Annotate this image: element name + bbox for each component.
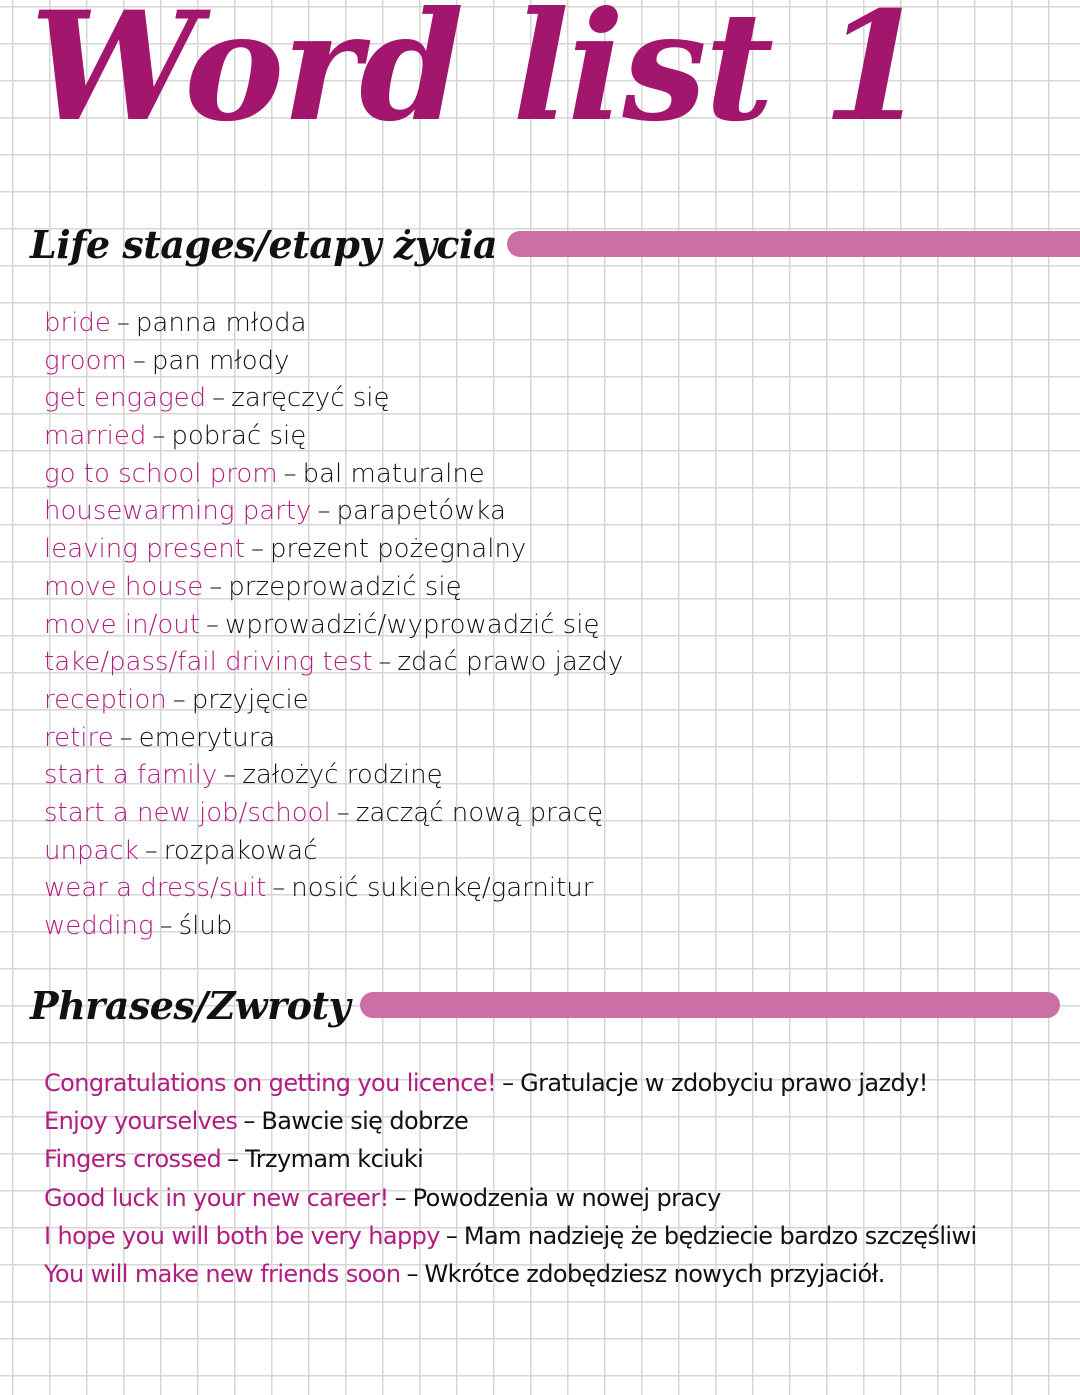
vocab-item	[44, 760, 623, 798]
vocab-item	[44, 911, 623, 949]
polish-translation: prezent pożegnalny	[269, 534, 527, 565]
phrase-item	[44, 1069, 977, 1107]
separator-dash: –	[119, 722, 133, 753]
polish-translation: nosić sukienkę/garnitur	[291, 873, 594, 904]
english-term: go to school prom	[44, 458, 278, 489]
english-term: You will make new friends soon	[44, 1259, 401, 1288]
vocab-item	[44, 459, 623, 497]
polish-translation: Bawcie się dobrze	[261, 1107, 469, 1136]
polish-translation: przyjęcie	[191, 684, 309, 715]
highlight-bar	[507, 231, 1080, 257]
polish-translation: zaręczyć się	[231, 383, 390, 414]
separator-dash: –	[406, 1259, 419, 1288]
separator-dash: –	[272, 873, 286, 904]
english-term: reception	[44, 684, 167, 715]
english-term: move house	[44, 571, 204, 602]
english-term: start a family	[44, 760, 218, 791]
vocab-item	[44, 685, 623, 723]
polish-translation: ślub	[178, 911, 233, 941]
polish-translation: Trzymam kciuki	[245, 1145, 424, 1174]
vocabulary-list	[44, 308, 623, 949]
vocab-item	[44, 836, 623, 874]
polish-translation: zdać prawo jazdy	[397, 647, 624, 678]
vocab-item	[44, 873, 623, 911]
separator-dash: –	[223, 760, 237, 791]
english-term: unpack	[44, 835, 139, 866]
polish-translation: pobrać się	[171, 421, 307, 452]
english-term: bride	[44, 308, 111, 338]
polish-translation: bal maturalne	[302, 458, 485, 489]
polish-translation: Powodzenia w nowej pracy	[412, 1183, 721, 1212]
vocab-item	[44, 421, 623, 459]
separator-dash: –	[283, 458, 297, 489]
polish-translation: rozpakować	[163, 835, 318, 866]
section-heading-life-stages	[30, 214, 1080, 274]
phrase-item	[44, 1107, 977, 1145]
polish-translation: Mam nadzieję że będziecie bardzo szczęśliwi	[463, 1221, 977, 1250]
separator-dash: –	[445, 1221, 458, 1250]
vocab-item	[44, 572, 623, 610]
separator-dash: –	[159, 911, 173, 941]
phrase-item	[44, 1260, 977, 1298]
polish-translation: wprowadzić/wyprowadzić się	[224, 609, 600, 640]
english-term: take/pass/fail driving test	[44, 647, 373, 678]
english-term: leaving present	[44, 534, 245, 565]
page-title: Word list 1	[30, 0, 925, 155]
vocab-item	[44, 308, 623, 346]
section-title: Life stages/etapy życia	[30, 221, 498, 267]
english-term: start a new job/school	[44, 797, 331, 828]
polish-translation: panna młoda	[135, 308, 307, 338]
separator-dash: –	[172, 684, 186, 715]
english-term: wear a dress/suit	[44, 873, 267, 904]
vocab-item	[44, 610, 623, 648]
english-term: Enjoy yourselves	[44, 1107, 238, 1136]
section-title: Phrases/Zwroty	[30, 982, 351, 1028]
polish-translation: przeprowadzić się	[228, 571, 462, 602]
vocab-item	[44, 383, 623, 421]
separator-dash: –	[209, 571, 223, 602]
vocab-item	[44, 496, 623, 534]
vocab-item	[44, 723, 623, 761]
english-term: Good luck in your new career!	[44, 1183, 389, 1212]
english-term: retire	[44, 722, 114, 753]
separator-dash: –	[116, 308, 130, 338]
separator-dash: –	[336, 797, 350, 828]
vocab-item	[44, 346, 623, 384]
polish-translation: Gratulacje w zdobyciu prawo jazdy!	[520, 1069, 928, 1097]
polish-translation: pan młody	[151, 345, 290, 376]
polish-translation: założyć rodzinę	[242, 760, 443, 791]
english-term: groom	[44, 345, 127, 376]
separator-dash: –	[227, 1145, 240, 1174]
phrase-item	[44, 1145, 977, 1183]
english-term: married	[44, 421, 147, 452]
english-term: Congratulations on getting you licence!	[44, 1069, 497, 1097]
separator-dash: –	[205, 609, 219, 640]
english-term: wedding	[44, 911, 154, 941]
section-heading-phrases	[30, 975, 1060, 1035]
separator-dash: –	[132, 345, 146, 376]
polish-translation: parapetówka	[336, 496, 506, 527]
separator-dash: –	[243, 1107, 256, 1136]
polish-translation: Wkrótce zdobędziesz nowych przyjaciół.	[424, 1259, 885, 1288]
english-term: Fingers crossed	[44, 1145, 222, 1174]
separator-dash: –	[152, 421, 166, 452]
english-term: move in/out	[44, 609, 200, 640]
separator-dash: –	[250, 534, 264, 565]
english-term: housewarming party	[44, 496, 312, 527]
separator-dash: –	[212, 383, 226, 414]
separator-dash: –	[502, 1069, 515, 1097]
vocab-item	[44, 534, 623, 572]
separator-dash: –	[144, 835, 158, 866]
separator-dash: –	[378, 647, 392, 678]
phrase-item	[44, 1222, 977, 1260]
phrase-item	[44, 1184, 977, 1222]
english-term: I hope you will both be very happy	[44, 1221, 440, 1250]
phrases-list	[44, 1069, 977, 1298]
vocab-item	[44, 798, 623, 836]
english-term: get engaged	[44, 383, 207, 414]
vocab-item	[44, 647, 623, 685]
polish-translation: emerytura	[138, 722, 276, 753]
separator-dash: –	[394, 1183, 407, 1212]
separator-dash: –	[317, 496, 331, 527]
polish-translation: zacząć nową pracę	[355, 797, 604, 828]
highlight-bar	[360, 992, 1060, 1018]
